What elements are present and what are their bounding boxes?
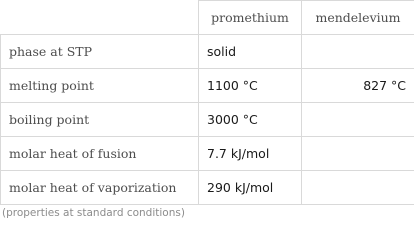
column-header-promethium: promethium	[199, 1, 302, 35]
promethium-phase-value: solid	[199, 35, 302, 69]
footnote: (properties at standard conditions)	[2, 207, 185, 219]
header-row	[1, 1, 414, 35]
promethium-heat-of-vaporization-value: 290 kJ/mol	[199, 171, 302, 205]
row-label-boiling-point: boiling point	[1, 103, 199, 137]
table-row	[1, 171, 414, 205]
mendelevium-phase-value	[302, 35, 414, 69]
row-label-melting-point: melting point	[1, 69, 199, 103]
promethium-boiling-point-value: 3000 °C	[199, 103, 302, 137]
mendelevium-melting-point-value: 827 °C	[302, 69, 414, 103]
header-corner-cell	[1, 1, 199, 35]
column-header-mendelevium: mendelevium	[302, 1, 414, 35]
table-row	[1, 137, 414, 171]
mendelevium-heat-of-fusion-value	[302, 137, 414, 171]
table-row	[1, 69, 414, 103]
row-label-heat-of-fusion: molar heat of fusion	[1, 137, 199, 171]
mendelevium-boiling-point-value	[302, 103, 414, 137]
row-label-phase: phase at STP	[1, 35, 199, 69]
mendelevium-heat-of-vaporization-value	[302, 171, 414, 205]
table-row	[1, 35, 414, 69]
promethium-melting-point-value: 1100 °C	[199, 69, 302, 103]
promethium-heat-of-fusion-value: 7.7 kJ/mol	[199, 137, 302, 171]
table-row	[1, 103, 414, 137]
row-label-heat-of-vaporization: molar heat of vaporization	[1, 171, 199, 205]
